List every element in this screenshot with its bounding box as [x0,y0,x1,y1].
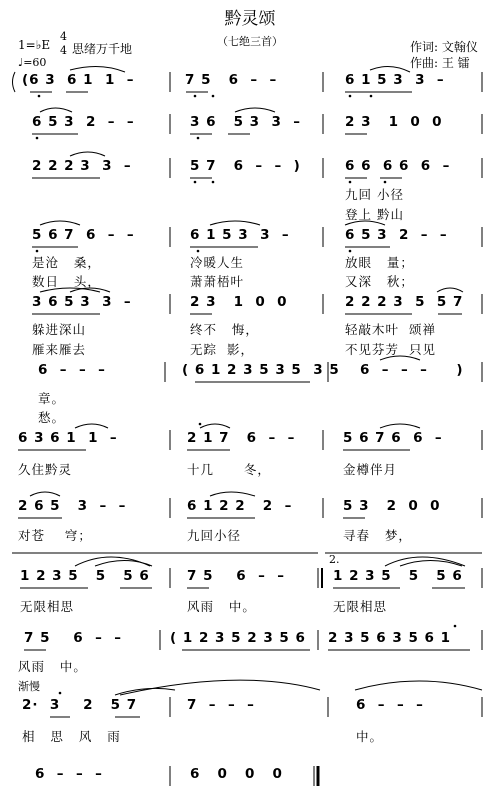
slur [40,288,100,292]
slur [95,561,152,567]
measure: 6 0 0 0 [190,766,283,782]
lyric-line-1: 九回 小径 [345,187,404,202]
lyric-line-1: 放眼 量； [345,255,414,270]
measure: 2 3 1 0 0 [190,294,288,310]
measure: 2 2 2 3 3 – [32,158,132,174]
low-octave-dot [349,95,352,98]
lyric-line-1: 久住黔灵 [18,462,73,477]
measure: 3 6 5 3 3 – [190,114,302,130]
lyric-line-1: 九回小径 [187,528,242,543]
measure: 7 5 6 – – [187,568,285,584]
measure: 2 3 1 0 0 [345,114,443,130]
slur [437,288,463,292]
low-octave-dot [212,181,215,184]
slur [355,681,482,690]
measure: 3 6 5 3 3 – [32,294,132,310]
low-octave-dot [194,181,197,184]
slur [235,108,275,112]
measure: 2· 3 2 5 7 [22,697,138,713]
low-octave-dot [197,250,200,253]
slur [70,152,105,156]
lyric-line-2: 雁来雁去 [32,342,87,357]
slur [210,221,260,225]
measure: 6 – – – [356,697,424,713]
slur [40,221,80,225]
low-octave-dot [197,137,200,140]
low-octave-dot [38,95,41,98]
measure: 5 3 2 0 0 [343,498,441,514]
measure: 6 1 5 3 3 – [345,72,445,88]
mood-marking: 思绪万千地 [72,42,133,56]
measure: 6 – – – [35,766,103,782]
song-subtitle: （七绝三首） [217,35,283,48]
low-octave-dot [370,95,373,98]
time-signature-top: 4 [60,30,67,43]
slur [210,492,255,496]
lyric-line-1: 对苍 穹； [18,528,92,543]
lyric-line-2: 萧萧梧叶 [190,274,245,289]
lyric-line-1: 无限相思 [20,599,75,614]
lyric-line-1: 十几 冬， [187,462,271,477]
measure: 6 – – – [38,362,106,378]
measure: 6 5 3 2 – – [32,114,135,130]
lyric-line-2: 愁。 [38,410,66,425]
low-octave-dot [194,95,197,98]
measure: 2 1 7 6 – – [187,430,296,446]
lyric-line-1: 金樽伴月 [343,462,398,477]
lyric-line-1: 终不 悔， [190,322,259,337]
measure: 7 – – – [187,697,255,713]
slur [75,424,108,428]
lyric-line-1: 相 思 风 雨 [22,729,121,744]
low-octave-dot [349,181,352,184]
key-signature: 1=♭E [18,38,51,52]
lyric-line-1: 轻敲木叶 颂禅 [345,322,436,337]
lyric-line-2: 不见芬芳 只见 [345,342,436,357]
lyric-line-2: 登上 黔山 [345,207,404,222]
lyric-line-1: 章。 [38,391,66,406]
measure: 6 3 6 1 1 – [18,430,118,446]
measure: 5 6 7 6 6 – [343,430,443,446]
lyric-line-2: 数日 头， [32,274,101,289]
slur [200,424,230,428]
measure: 7 5 6 – – [185,72,278,88]
low-octave-dot [212,95,215,98]
lyricist-credit: 作词: 文翰仪 [410,40,478,54]
lyric-line-1: 躲进深山 [32,322,87,337]
slur [70,66,125,72]
low-octave-dot [384,181,387,184]
measure: 2 3 5 6 3 5 6 1 [328,630,452,646]
lyric-line-1: 风雨 中。 [187,599,256,614]
slur [370,66,410,72]
lyric-line-1: 中。 [356,729,384,744]
high-octave-dot [199,423,202,426]
measure: ( 6 1 2 3 5 3 5 3 5 [182,362,340,378]
time-signature-bottom: 4 [60,44,67,57]
measure: 2 6 5 3 – – [18,498,127,514]
measure: 5 6 7 6 – – [32,227,135,243]
slur [30,492,60,496]
lyric-line-1: 无限相思 [333,599,388,614]
measure: 6 6 6 6 6 – [345,158,451,174]
measure: 6 – – – ) [360,362,464,378]
measure: (6 3 6 1 1 – [22,72,135,88]
measure: 6 5 3 2 – – [345,227,448,243]
high-octave-dot [59,692,62,695]
slur [120,680,320,695]
volta-label: 2. [329,553,340,566]
song-title: 黔灵颂 [224,9,276,29]
tempo-change: 渐慢 [18,680,40,693]
slur [345,221,385,225]
high-octave-dot [454,625,457,628]
lyric-line-1: 寻春 梦， [343,528,412,543]
measure: 5 7 6 – – ) [190,158,301,174]
tempo-marking: ♩=60 [18,56,47,69]
lyric-line-2: 无踪 影， [190,342,254,357]
measure: 1 2 3 5 5 5 6 [20,568,150,584]
low-octave-dot [349,250,352,253]
composer-credit: 作曲: 王 镭 [410,56,470,70]
slur [380,356,420,360]
low-octave-dot [36,250,39,253]
lyric-line-1: 风雨 中。 [18,659,87,674]
parenthesis [13,72,16,92]
slur [385,557,465,566]
measure: 6 1 2 2 2 – [187,498,293,514]
measure: 6 1 5 3 3 – [190,227,290,243]
measure: 2 2 2 3 5 5 7 [345,294,464,310]
measure: ( 1 2 3 5 2 3 5 6 [170,630,306,646]
lyric-line-1: 是沧 桑， [32,255,101,270]
measure: 1 2 3 5 5 5 6 [333,568,463,584]
slur [40,108,72,112]
lyric-line-2: 又深 秋； [345,274,414,289]
lyric-line-1: 冷暖人生 [190,255,245,270]
low-octave-dot [36,137,39,140]
measure: 7 5 6 – – [24,630,122,646]
slur [380,424,420,428]
